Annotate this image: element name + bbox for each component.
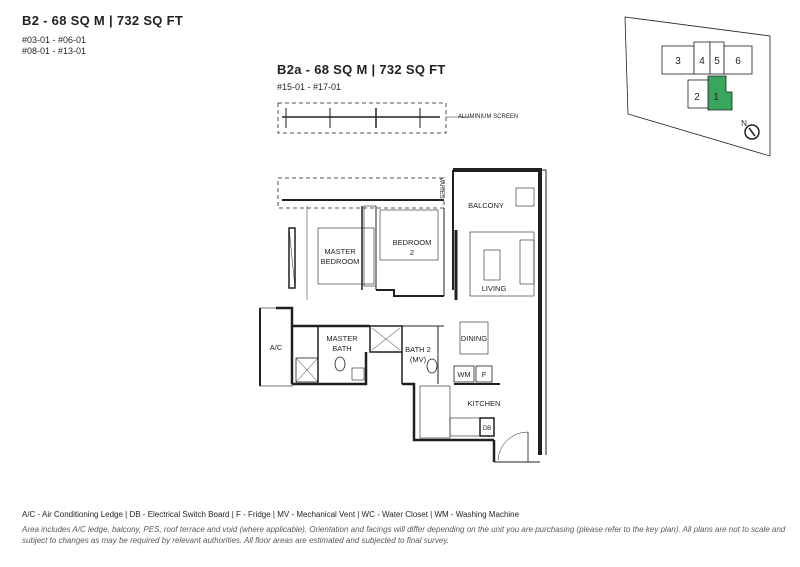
disclaimer: Area includes A/C ledge, balcony, PES, roof terrace and void (where applicable). Orientation and facings will differ depending on the unit you are purchasing (please refer to the key plan). All plans are not to scale and subject to changes as may be required by relevant authorities. All floor areas are estimated and subjected to final survey. <box>22 525 786 545</box>
label-master-bath-line2: BATH <box>332 344 352 353</box>
label-master-bedroom-line1: MASTER <box>324 247 356 256</box>
label-bath2-line1: BATH 2 <box>405 345 431 354</box>
label-varies: VARIES <box>438 177 444 199</box>
label-aluminium-screen: ALUMINIUM SCREEN <box>457 114 519 120</box>
label-bedroom2-line2: 2 <box>409 248 415 257</box>
label-ac: A/C <box>269 343 283 352</box>
label-bath2-line2: (MV) <box>409 355 427 364</box>
label-living: LIVING <box>481 284 507 293</box>
key-block-6-label: 6 <box>735 56 741 67</box>
key-block-4-label: 4 <box>699 56 705 67</box>
unit-variant-title: B2a - 68 SQ M | 732 SQ FT <box>277 62 446 77</box>
label-wm: WM <box>457 370 471 379</box>
key-block-2-label: 2 <box>694 92 700 103</box>
key-plan <box>620 14 790 159</box>
label-bedroom2-line1: BEDROOM <box>392 238 432 247</box>
unit-numbers-line-2: #08-01 - #13-01 <box>22 46 87 56</box>
unit-variant-numbers: #15-01 - #17-01 <box>277 82 342 92</box>
label-balcony: BALCONY <box>468 201 504 210</box>
unit-numbers-line-1: #03-01 - #06-01 <box>22 35 87 45</box>
key-block-1-label: 1 <box>713 92 719 103</box>
key-block-1-highlight <box>708 76 732 110</box>
north-arrow-icon <box>745 125 759 139</box>
unit-type-title: B2 - 68 SQ M | 732 SQ FT <box>22 13 184 28</box>
north-label: N <box>741 119 747 128</box>
key-block-3-label: 3 <box>675 56 681 67</box>
label-dining: DINING <box>460 334 488 343</box>
aluminium-screen-outline <box>278 103 446 133</box>
label-fridge: F <box>481 370 487 379</box>
label-master-bedroom-line2: BEDROOM <box>320 257 360 266</box>
label-db: DB <box>482 426 492 432</box>
abbreviation-legend: A/C - Air Conditioning Ledge | DB - Electrical Switch Board | F - Fridge | MV - Mechanical Vent | WC - Water Closet | WM - Washing Machine <box>22 510 520 519</box>
label-master-bath-line1: MASTER <box>326 334 358 343</box>
key-block-5-label: 5 <box>714 56 720 67</box>
label-kitchen: KITCHEN <box>467 399 501 408</box>
